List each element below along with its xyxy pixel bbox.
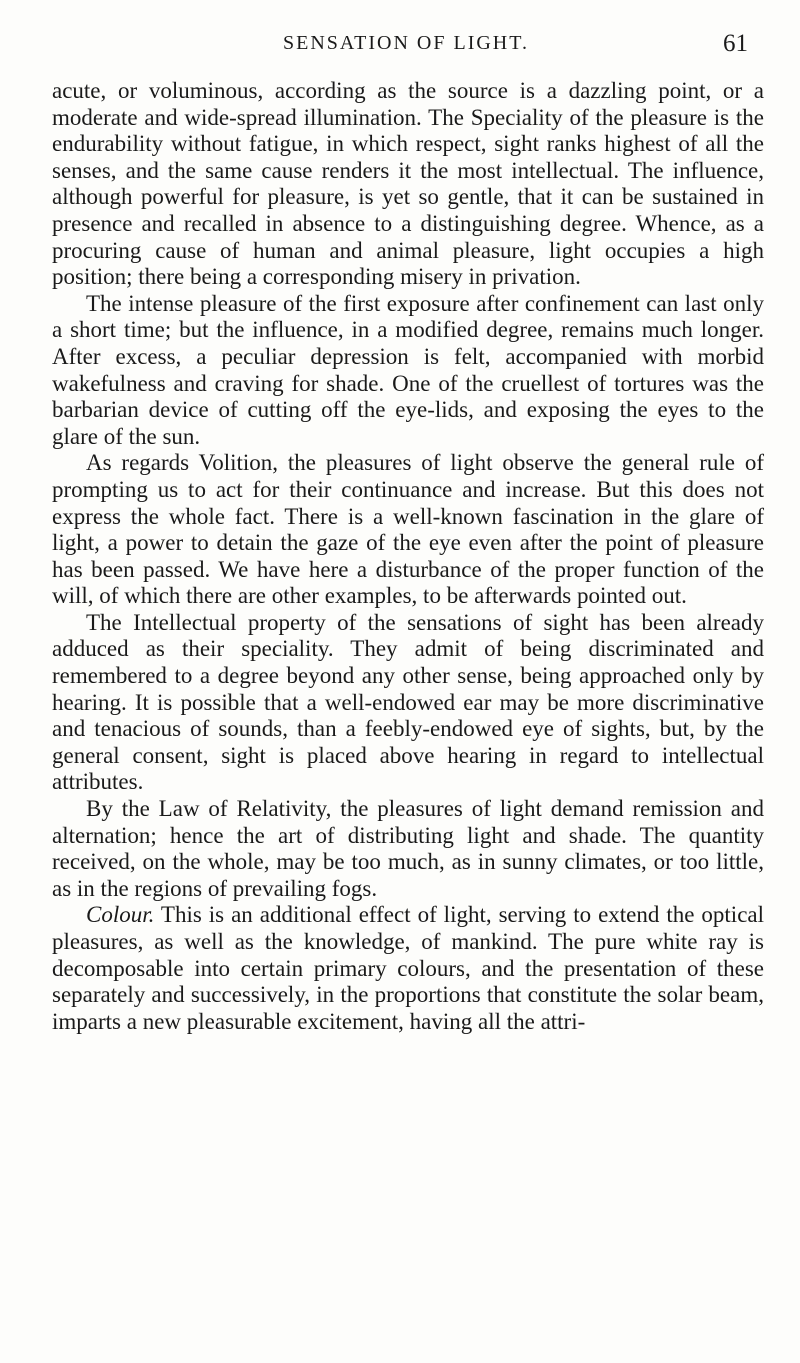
paragraph-4: The Intellectual property of the sensations of sight has been already adduced as their speciality. They admit of being discriminated and remembered to a degree beyond any other sense, being approached only by hearing. It is possible that a well-endowed ear may be more discriminative and tenacious of sounds, than a feebly-endowed eye of sights, but, by the general consent, sight is placed above hearing in regard to intellectual attributes. xyxy=(52,609,764,795)
running-title: SENSATION OF LIGHT. xyxy=(283,32,529,54)
paragraph-6 xyxy=(52,902,764,1035)
section-lead-colour: Colour. xyxy=(86,902,155,928)
paragraph-6-text: This is an additional effect of light, serving to extend the optical pleasures, as well as the knowledge, of mankind. The pure white ray is decomposable into certain primary colours, and the presentation of these separately and successively, in the proportions that constitute the solar beam, imparts a new pleasurable excitement, having all the attri- xyxy=(52,902,764,1034)
body-text xyxy=(52,78,764,1035)
page-number: 61 xyxy=(723,30,748,57)
paragraph-1: acute, or voluminous, according as the source is a dazzling point, or a moderate and wide-spread illumination. The Speciality of the pleasure is the endurability without fatigue, in which respect, sight ranks highest of all the senses, and the same cause renders it the most intellectual. The influence, although powerful for pleasure, is yet so gentle, that it can be sustained in presence and recalled in absence to a distinguishing degree. Whence, as a procuring cause of human and animal pleasure, light occupies a high position; there being a corresponding misery in privation. xyxy=(52,78,764,290)
running-head xyxy=(52,30,760,70)
paragraph-2: The intense pleasure of the first exposure after confinement can last only a short time; but the influence, in a modified degree, remains much longer. After excess, a peculiar depression is felt, accompanied with morbid wakefulness and craving for shade. One of the cruellest of tortures was the barbarian device of cutting off the eye-lids, and exposing the eyes to the glare of the sun. xyxy=(52,290,764,449)
paragraph-5: By the Law of Relativity, the pleasures of light demand remission and alternation; hence the art of distributing light and shade. The quantity received, on the whole, may be too much, as in sunny climates, or too little, as in the regions of prevailing fogs. xyxy=(52,796,764,901)
paragraph-3: As regards Volition, the pleasures of light observe the general rule of prompting us to act for their continuance and increase. But this does not express the whole fact. There is a well-known fascination in the glare of light, a power to detain the gaze of the eye even after the point of pleasure has been passed. We have here a disturbance of the proper function of the will, of which there are other examples, to be afterwards pointed out. xyxy=(52,450,764,609)
